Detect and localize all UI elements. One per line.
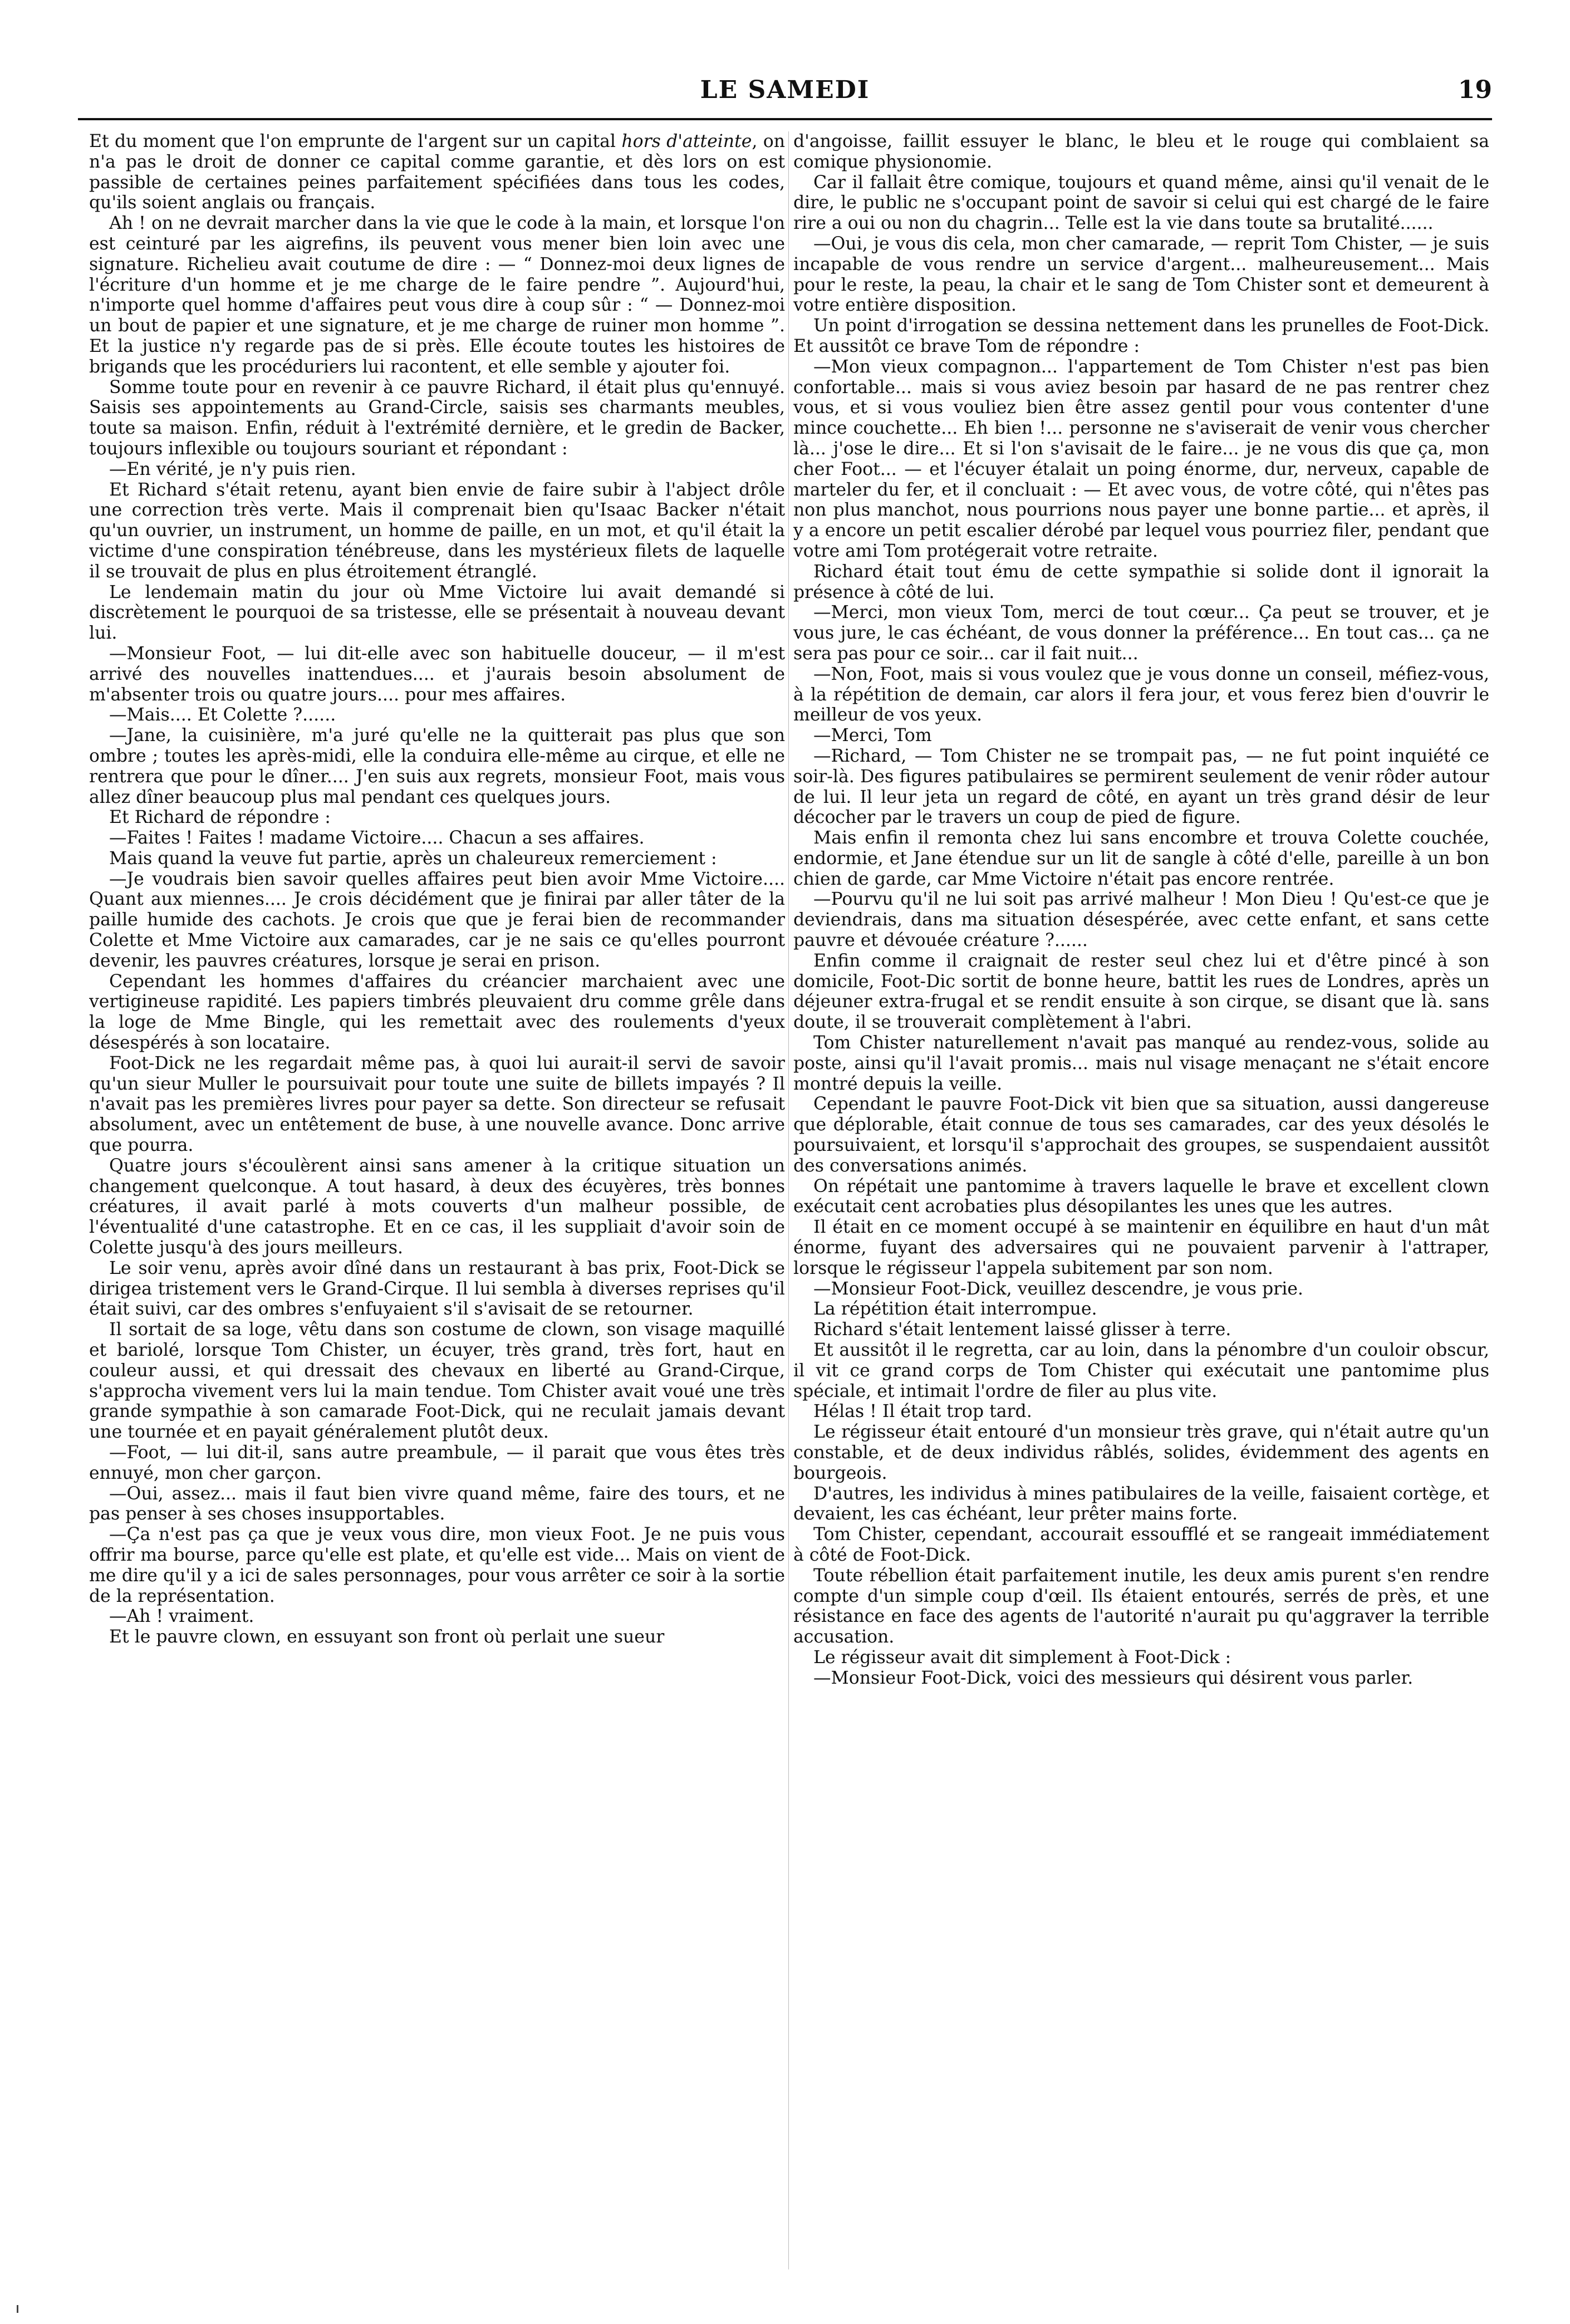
paragraph: —Monsieur Foot, — lui dit-elle avec son habituelle douceur, — il m'est arrivé des nouvelles inattendues.... et j'aurais besoin absolument de m'absenter trois ou quatre jours.... pour mes affaires.: [89, 643, 785, 705]
paragraph: Un point d'irrogation se dessina nettement dans les prunelles de Foot-Dick. Et aussitôt ce brave Tom de répondre :: [793, 316, 1489, 356]
paragraph: Tom Chister, cependant, accourait essoufflé et se rangeait immédiatement à côté de Foot-Dick.: [793, 1524, 1489, 1565]
paragraph: —Oui, je vous dis cela, mon cher camarade, — reprit Tom Chister, — je suis incapable de vous rendre un service d'argent... malheureusement... Mais pour le reste, la peau, la chair et le sang de Tom Chister sont et demeurent à votre entière disposition.: [793, 233, 1489, 316]
paragraph: d'angoisse, faillit essuyer le blanc, le bleu et le rouge qui comblaient sa comique physionomie.: [793, 131, 1489, 172]
paragraph: Mais quand la veuve fut partie, après un chaleureux remerciement :: [109, 848, 717, 869]
paragraph: Ah ! on ne devrait marcher dans la vie que le code à la main, et lorsque l'on est ceinturé par les aigrefins, ils peuvent vous mener bien loin avec une signature. Richelieu avait coutume de dire : — “ Donnez-moi deux lignes de l'écriture d'un homme et je me charge de le faire pendre ”. Aujourd'hui, n'importe quel homme d'affaires peut vous dire à coup sûr : “ — Donnez-moi un bout de papier et une signature, et je me charge de ruiner mon homme ”. Et la justice n'y regarde pas de si près. Elle écoute toutes les histoires de brigands que les procéduriers lui racontent, et elle semble y ajouter foi.: [89, 213, 785, 377]
paragraph: Foot-Dick ne les regardait même pas, à quoi lui aurait-il servi de savoir qu'un sieur Muller le poursuivait pour toute une suite de billets impayés ? Il n'avait pas les premières livres pour payer sa dette. Son directeur se refusait absolument, avec un entêtement de buse, à une nouvelle avance. Donc arrive que pourra.: [89, 1053, 785, 1156]
paragraph: D'autres, les individus à mines patibulaires de la veille, faisaient cortège, et devaient, les cas échéant, leur prêter mains forte.: [793, 1483, 1489, 1524]
paragraph: —Foot, — lui dit-il, sans autre preambule, — il parait que vous êtes très ennuyé, mon cher garçon.: [89, 1443, 785, 1483]
paragraph: Et Richard de répondre :: [109, 807, 331, 828]
paragraph: —Merci, Tom: [813, 725, 932, 746]
paragraph: Le soir venu, après avoir dîné dans un restaurant à bas prix, Foot-Dick se dirigea tristement vers le Grand-Cirque. Il lui sembla à diverses reprises qu'il était suivi, car des ombres s'enfuyaient s'il s'avisait de se retourner.: [89, 1258, 785, 1320]
paragraph: Richard était tout ému de cette sympathie si solide dont il ignorait la présence à côté de lui.: [793, 561, 1489, 602]
paragraph: On répétait une pantomime à travers laquelle le brave et excellent clown exécutait cent acrobaties plus désopilantes les unes que les autres.: [793, 1176, 1489, 1217]
paragraph: Le régisseur était entouré d'un monsieur très grave, qui n'était autre qu'un constable, et de deux individus râblés, solides, évidemment des agents en bourgeois.: [793, 1422, 1489, 1483]
paragraph: —Je voudrais bien savoir quelles affaires peut bien avoir Mme Victoire.... Quant aux miennes.... Je crois décidément que je finirai par aller tâter de la paille humide des cachots. Je crois que que je ferai bien de recommander Colette et Mme Victoire aux camarades, car je ne sais ce qu'elles pourront devenir, les pauvres créatures, lorsque je serai en prison.: [89, 869, 785, 971]
paragraph: —Richard, — Tom Chister ne se trompait pas, — ne fut point inquiété ce soir-là. Des figures patibulaires se permirent seulement de venir rôder autour de lui. Il leur jeta un regard de côté, en ayant un très grand désir de leur décocher par le travers un coup de pied de figure.: [793, 746, 1489, 828]
right-text-column: [793, 131, 1489, 2281]
paragraph: —Ça n'est pas ça que je veux vous dire, mon vieux Foot. Je ne puis vous offrir ma bourse, parce qu'elle est plate, et qu'elle est vide... Mais on vient de me dire qu'il y a ici de sales personnages, pour vous arrêter ce soir à la sortie de la représentation.: [89, 1524, 785, 1606]
paragraph: Et du moment que l'on emprunte de l'argent sur un capital hors d'atteinte, on n'a pas le droit de donner ce capital comme garantie, et dès lors on est passible de certaines peines parfaitement spécifiées dans tous les codes, qu'ils soient anglais ou français.: [89, 131, 785, 213]
paragraph: Il était en ce moment occupé à se maintenir en équilibre en haut d'un mât énorme, fuyant des adversaires qui ne pouvaient parvenir à l'attraper, lorsque le régisseur l'appela subitement par son nom.: [793, 1217, 1489, 1278]
column-gutter: [788, 131, 789, 2269]
paragraph: Enfin comme il craignait de rester seul chez lui et d'être pincé à son domicile, Foot-Dic sortit de bonne heure, battit les rues de Londres, après un déjeuner extra-frugal et se rendit ensuite à son cirque, se disant que là. sans doute, il se trouverait complètement à l'abri.: [793, 950, 1489, 1033]
paragraph: —En vérité, je n'y puis rien.: [109, 459, 356, 479]
paragraph: Le lendemain matin du jour où Mme Victoire lui avait demandé si discrètement le pourquoi de sa tristesse, elle se présentait à nouveau devant lui.: [89, 582, 785, 644]
left-text-column: [89, 131, 785, 2281]
paragraph: Somme toute pour en revenir à ce pauvre Richard, il était plus qu'ennuyé. Saisis ses appointements au Grand-Circle, saisis ses charmants meubles, toute sa maison. Enfin, réduit à l'extrémité dernière, et le gredin de Backer, toujours inflexible ou toujours souriant et répondant :: [89, 377, 785, 459]
paragraph: La répétition était interrompue.: [813, 1299, 1097, 1320]
paragraph: —Jane, la cuisinière, m'a juré qu'elle ne la quitterait pas plus que son ombre ; toutes les après-midi, elle la conduira elle-même au cirque, et elle ne rentrera que pour le dîner.... J'en suis aux regrets, monsieur Foot, mais vous allez dîner beaucoup plus mal pendant ces quelques jours.: [89, 725, 785, 807]
paragraph: Mais enfin il remonta chez lui sans encombre et trouva Colette couchée, endormie, et Jane étendue sur un lit de sangle à côté d'elle, pareille à un bon chien de garde, car Mme Victoire n'était pas encore rentrée.: [793, 828, 1489, 889]
paragraph: Car il fallait être comique, toujours et quand même, ainsi qu'il venait de le dire, le public ne s'occupant point de savoir si celui qui est chargé de le faire rire a oui ou non du chagrin... Telle est la vie dans toute sa brutalité......: [793, 172, 1489, 234]
paragraph: —Faites ! Faites ! madame Victoire.... Chacun a ses affaires.: [109, 828, 645, 849]
paragraph: Cependant le pauvre Foot-Dick vit bien que sa situation, aussi dangereuse que déplorable, était connue de tous ses camarades, car des yeux désolés le poursuivaient, et lorsqu'il s'approchait des groupes, se suspendaient aussitôt des conversations animés.: [793, 1094, 1489, 1176]
paragraph: —Ah ! vraiment.: [109, 1606, 254, 1627]
header-rule: [78, 118, 1492, 120]
paragraph: —Merci, mon vieux Tom, merci de tout cœur... Ça peut se trouver, et je vous jure, le cas échéant, de vous donner la préférence... En tout cas... ça ne sera pas pour ce soir... car il fait nuit...: [793, 602, 1489, 664]
page-number: 19: [1458, 76, 1492, 104]
paragraph: —Mon vieux compagnon... l'appartement de Tom Chister n'est pas bien confortable... mais si vous aviez besoin par hasard de ne pas rentrer chez vous, et si vous vouliez bien être assez gentil pour vous contenter d'une mince couchette... Eh bien !... personne ne s'aviserait de venir vous chercher là... j'ose le dire... Et si l'on s'avisait de le faire... je ne vous dis que ça, mon cher Foot... — et l'écuyer étalait un poing énorme, dur, nerveux, capable de marteler du fer, et il concluait : — Et avec vous, de votre côté, qui n'êtes pas non plus manchot, nous pourrions nous payer une bonne partie... et après, il y a encore un petit escalier dérobé par lequel vous pourriez filer, pendant que votre ami Tom protégerait votre retraite.: [793, 356, 1489, 561]
margin-mark: [17, 2305, 18, 2313]
paragraph: Et Richard s'était retenu, ayant bien envie de faire subir à l'abject drôle une correction très verte. Mais il comprenait bien qu'Isaac Backer n'était qu'un ouvrier, un instrument, un homme de paille, en un mot, et qu'il était la victime d'une conspiration ténébreuse, dans les mystérieux filets de laquelle il se trouvait de plus en plus étroitement étranglé.: [89, 479, 785, 582]
paragraph: —Mais.... Et Colette ?......: [109, 705, 336, 725]
paragraph: Toute rébellion était parfaitement inutile, les deux amis purent s'en rendre compte d'un simple coup d'œil. Ils étaient entourés, serrés de près, et une résistance en face des agents de l'autorité n'aurait pu qu'aggraver la terrible accusation.: [793, 1565, 1489, 1648]
paragraph: —Monsieur Foot-Dick, voici des messieurs qui désirent vous parler.: [813, 1668, 1414, 1688]
paragraph: Cependant les hommes d'affaires du créancier marchaient avec une vertigineuse rapidité. Les papiers timbrés pleuvaient dru comme grêle dans la loge de Mme Bingle, qui les remettait avec des roulements d'yeux désespérés à son locataire.: [89, 971, 785, 1053]
paragraph: Il sortait de sa loge, vêtu dans son costume de clown, son visage maquillé et bariolé, lorsque Tom Chister, un écuyer, très grand, très fort, haut en couleur aussi, et qui dressait des chevaux en liberté au Grand-Cirque, s'approcha vivement vers lui la main tendue. Tom Chister avait voué une très grande sympathie à son camarade Foot-Dick, qui ne reculait jamais devant une tournée et en payait généralement plutôt deux.: [89, 1320, 785, 1443]
paragraph: —Pourvu qu'il ne lui soit pas arrivé malheur ! Mon Dieu ! Qu'est-ce que je deviendrais, dans ma situation désespérée, avec cette enfant, et sans cette pauvre et dévouée créature ?......: [793, 889, 1489, 951]
paragraph: —Monsieur Foot-Dick, veuillez descendre, je vous prie.: [813, 1278, 1303, 1299]
publication-title: LE SAMEDI: [700, 76, 870, 104]
paragraph: Quatre jours s'écoulèrent ainsi sans amener à la critique situation un changement quelconque. A tout hasard, à deux des écuyères, très bonnes créatures, il avait parlé à mots couverts d'un malheur possible, de l'éventualité d'une catastrophe. Et en ce cas, il les suppliait d'avoir soin de Colette jusqu'à des jours meilleurs.: [89, 1155, 785, 1258]
page-header: [0, 76, 1570, 111]
paragraph: Et aussitôt il le regretta, car au loin, dans la pénombre d'un couloir obscur, il vit ce grand corps de Tom Chister qui exécutait une pantomime plus spéciale, et intimait l'ordre de filer au plus vite.: [793, 1340, 1489, 1401]
paragraph: Le régisseur avait dit simplement à Foot-Dick :: [813, 1647, 1232, 1668]
paragraph: Et le pauvre clown, en essuyant son front où perlait une sueur: [109, 1627, 665, 1648]
paragraph: Hélas ! Il était trop tard.: [813, 1401, 1032, 1422]
paragraph: Tom Chister naturellement n'avait pas manqué au rendez-vous, solide au poste, ainsi qu'il l'avait promis... mais nul visage menaçant ne s'était encore montré depuis la veille.: [793, 1033, 1489, 1094]
paragraph: Richard s'était lentement laissé glisser à terre.: [813, 1320, 1232, 1340]
paragraph: —Non, Foot, mais si vous voulez que je vous donne un conseil, méfiez-vous, à la répétition de demain, car alors il fera jour, et vous ferez bien d'ouvrir le meilleur de vos yeux.: [793, 664, 1489, 725]
paragraph: —Oui, assez... mais il faut bien vivre quand même, faire des tours, et ne pas penser à ses choses insupportables.: [89, 1483, 785, 1524]
